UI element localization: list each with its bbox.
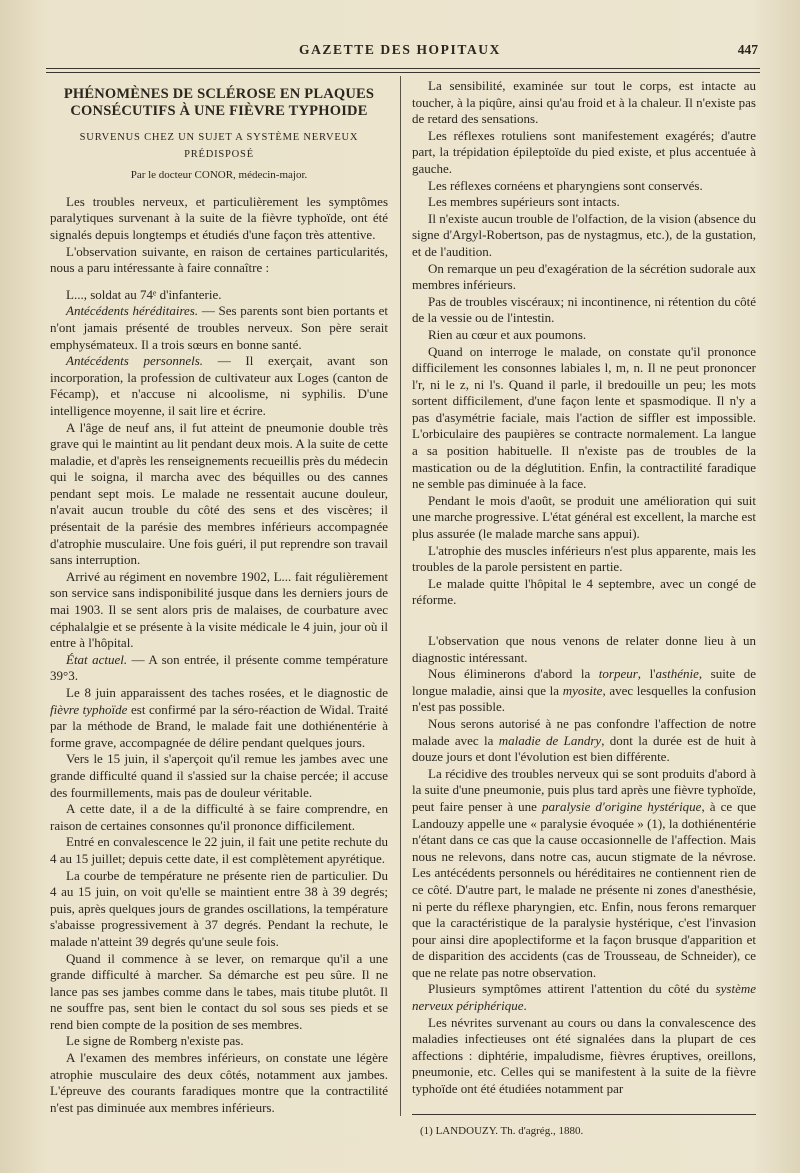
footnote-rule (412, 1114, 756, 1115)
paragraph: L'observation suivante, en raison de certaines particularités, nous a paru intéressante à faire connaître : (50, 243, 388, 276)
left-column (50, 78, 388, 1116)
paragraph: A l'âge de neuf ans, il fut atteint de pneumonie double très grave qui le maintint au lit pendant deux mois. A la suite de cette maladie, et d'après les renseignements recueillis près du médecin qui le soigna, il marcha avec des béquilles ou des cannes pendant sept mois. Le malade ne ressentait aucune douleur, n'avait aucun trouble du côté des sens et des viscères; il présentait de la parésie des membres inférieurs accompagnée d'atrophie musculaire. Une fois guéri, il put reprendre son travail sans interruption. (50, 419, 388, 568)
paragraph: Arrivé au régiment en novembre 1902, L... fait régulièrement son service sans indisponibilité jusque dans les derniers jours de mai 1903. Il se sent alors pris de malaises, de courbature avec céphalalgie et se présente à la visite médicale le 4 juin, jour où il entre à l'hôpital. (50, 568, 388, 651)
section-lead: Antécédents personnels. (66, 353, 204, 369)
paragraph: On remarque un peu d'exagération de la sécrétion sudorale aux membres inférieurs. (412, 260, 756, 293)
paragraph: L'observation que nous venons de relater donne lieu à un diagnostic intéressant. (412, 633, 756, 665)
paragraph: Pendant le mois d'août, se produit une amélioration qui suit une marche progressive. L'état général est excellent, la marche est plus assurée (le malade marche sans appui). (412, 492, 756, 542)
article-subtitle: SURVENUS CHEZ UN SUJET A SYSTÈME NERVEUX PRÉDISPOSÉ (79, 132, 359, 160)
paragraph: Les réflexes rotuliens sont manifestement exagérés; d'autre part, la trépidation épileptoïde du pied existe, et plus accentuée à gauche. (412, 127, 756, 176)
paragraph: La courbe de température ne présente rien de particulier. Du 4 au 15 juin, on voit qu'elle se maintient entre 38 à 39 degrés; puis, après quelques jours de grandes oscillations, la température s'abaisse progressivement à 37 degrés. Pendant la rechute, le malade n'atteint 39 degrés qu'une seule fois. (50, 867, 388, 949)
paragraph: Le 8 juin apparaissent des taches rosées, et le diagnostic de fièvre typhoïde est confirmé par la séro-réaction de Widal. Traité par la méthode de Brand, le malade fait une dothiénentérie à forme grave, accompagnée de délire pendant quelques jours. (50, 685, 388, 750)
paragraph: Pas de troubles viscéraux; ni incontinence, ni rétention du côté de la vessie ou de l'intestin. (412, 293, 756, 326)
paragraph: Les névrites survenant au cours ou dans la convalescence des maladies infectieuses ont été signalées dans la plupart de ces affections : diphtérie, impaludisme, fièvres éruptives, oreillons, pneumonie, etc. Celles qui se manifestent à la suite de la fièvre typhoïde ont été étudiées notamment par (412, 1014, 756, 1097)
header-rule (46, 68, 760, 69)
paragraph: A l'examen des membres inférieurs, on constate une légère atrophie musculaire des deux côtés, notamment aux jambes. L'épreuve des courants faradiques montre que la contractilité n'est pas diminuée aux membres inférieurs. (50, 1050, 388, 1115)
article-author: Par le docteur CONOR, médecin-major. (130, 169, 308, 182)
paragraph: État actuel. — A son entrée, il présente comme température 39°3. (50, 651, 388, 684)
paragraph: Quand on interroge le malade, on constate qu'il prononce difficilement les consonnes labiales l, m, n. Il ne peut prononcer l'r, ni le z, ni l's. Quand il parle, il bredouille un peu; les mots sortent difficilement, d'une façon lente et spasmodique. Il n'y a pas d'asymétrie faciale, mais l'action de siffler est impossible. L'orbiculaire des paupières se contracte normalement. La langue a sa position habituelle. Il n'existe pas de troubles de la mastication ou de la déglutition. Enfin, la contractilité faradique ne semble pas diminuée à la face. (412, 343, 756, 492)
paragraph: Vers le 15 juin, il s'aperçoit qu'il remue les jambes avec une grande difficulté quand il s'assied sur la chaise percée; il accuse des fourmillements, mais pas de douleur véritable. (50, 751, 388, 800)
paragraph: Le signe de Romberg n'existe pas. (66, 1033, 244, 1049)
paragraph: L..., soldat au 74ᵉ d'infanterie. (66, 286, 222, 302)
paragraph: Entré en convalescence le 22 juin, il fait une petite rechute du 4 au 15 juillet; depuis cette date, il est complètement apyrétique. (50, 834, 388, 866)
paragraph: L'atrophie des muscles inférieurs n'est plus apparente, mais les troubles de la parole persistent en partie. (412, 542, 756, 575)
section-lead: État actuel. (66, 651, 128, 667)
column-separator (400, 76, 401, 1116)
journal-title: GAZETTE DES HOPITAUX (298, 42, 502, 57)
paragraph: Il n'existe aucun trouble de l'olfaction, de la vision (absence du signe d'Argyl-Robertson, pas de nystagmus, etc.), de la gustation, et de l'audition. (412, 210, 756, 259)
paragraph: Les troubles nerveux, et particulièrement les symptômes paralytiques survenant à la suite de la fièvre typhoïde, ont été signalés depuis longtemps et étudiés d'une façon très attentive. (50, 193, 388, 242)
paragraph: La récidive des troubles nerveux qui se sont produits d'abord à la suite d'une pneumonie, puis plus tard après une fièvre typhoïde, peut faire penser à une paralysie d'origine hystérique, à ce que Landouzy appelle une « paralysie évoquée » (1), la dothiénentérie n'étant dans ce cas que la cause occasionnelle de l'affection. Mais nous ne relevons, dans notre cas, aucun stigmate de la névrose. Les antécédents personnels ou héréditaires ne contiennent rien de ce côté. D'autre part, le malade ne présente ni zones d'anesthésie, ni perte du réflexe pharyngien, etc. Enfin, nous ferons remarquer que la caractéristique de la paralysie hystérique, c'est l'invasion pour ainsi dire apoplectiforme et la façon brusque d'apparition et de disparition des accidents (cas de Trousseau, de Schneider), ce que ne relate pas notre observation. (412, 765, 756, 980)
paragraph: Quand il commence à se lever, on remarque qu'il a une grande difficulté à marcher. Sa démarche est peu sûre. Il ne lance pas ses jambes comme dans le tabes, mais titube plutôt. Il ne souffre pas, sent bien le contact du sol sous ses pieds et se rend bien compte de la position de ses membres. (50, 950, 388, 1032)
footnote: (1) LANDOUZY. Th. d'agrég., 1880. (420, 1124, 584, 1137)
article-title: PHÉNOMÈNES DE SCLÉROSE EN PLAQUES CONSÉCUTIFS À UNE FIÈVRE TYPHOIDE (63, 86, 375, 119)
paragraph: La sensibilité, examinée sur tout le corps, est intacte au toucher, à la piqûre, ainsi qu'au froid et à la chaleur. Il n'existe pas de retard des sensations. (412, 78, 756, 127)
paragraph: A cette date, il a de la difficulté à se faire comprendre, en raison de certaines consonnes qu'il prononce difficilement. (50, 801, 388, 833)
paragraph: Les membres supérieurs sont intacts. (428, 194, 620, 210)
section-lead: Antécédents héréditaires. (66, 303, 199, 319)
paragraph: Plusieurs symptômes attirent l'attention du côté du système nerveux périphérique. (412, 981, 756, 1014)
paragraph: Nous éliminerons d'abord la torpeur, l'asthénie, suite de longue maladie, ainsi que la myosite, avec lesquelles la confusion n'est pas possible. (412, 666, 756, 715)
header-rule-thin (46, 72, 760, 73)
right-column (412, 78, 756, 1139)
paragraph: Les réflexes cornéens et pharyngiens sont conservés. (428, 177, 703, 193)
paragraph: Nous serons autorisé à ne pas confondre l'affection de notre malade avec la maladie de Landry, dont la durée est de huit à douze jours et dont l'évolution est bien différente. (412, 715, 756, 765)
paragraph: Rien au cœur et aux poumons. (428, 326, 587, 342)
paragraph: Le malade quitte l'hôpital le 4 septembre, avec un congé de réforme. (412, 575, 756, 608)
paragraph: Antécédents héréditaires. — Ses parents sont bien portants et n'ont jamais présenté de troubles nerveux. Son père serait emphysémateux. Il a trois sœurs en bonne santé. (50, 303, 388, 352)
page-header (0, 40, 800, 66)
paragraph: Antécédents personnels. — Il exerçait, avant son incorporation, la profession de cultivateur aux Loges (canton de Fécamp), et n'accuse ni alcoolisme, ni syphilis. D'une intelligence moyenne, il sait lire et écrire. (50, 353, 388, 418)
page-number: 447 (737, 42, 758, 57)
